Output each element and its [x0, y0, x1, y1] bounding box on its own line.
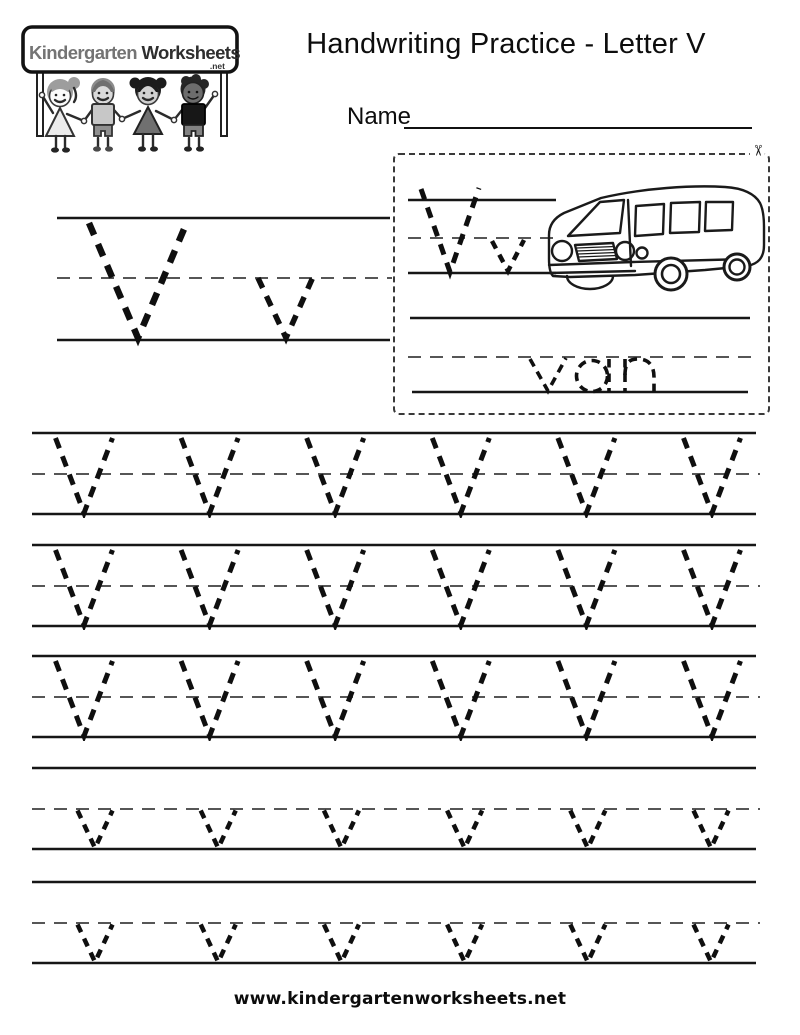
traced-letter-v: [201, 811, 236, 849]
traced-letter-V: [432, 550, 489, 625]
logo-kid-boy-2: [181, 74, 210, 152]
traced-letter-V: [181, 661, 238, 736]
traced-letter-v: [694, 811, 729, 849]
traced-letter-V: [432, 661, 489, 736]
page-title: Handwriting Practice - Letter V: [306, 28, 706, 60]
traced-letter-V: [56, 550, 113, 625]
logo-brand-secondary: Worksheets: [141, 42, 241, 63]
traced-word-van: [530, 358, 654, 392]
hand-on-post: [39, 92, 44, 97]
traced-letter-V: [56, 661, 113, 736]
practice-row-3-uppercase: [32, 651, 768, 741]
traced-letter-v: [570, 811, 605, 849]
hand-on-post: [212, 91, 217, 96]
practice-row-2-uppercase: [32, 540, 768, 630]
cutout-card: [393, 144, 770, 415]
cutout-sample-lines: [408, 188, 561, 273]
traced-letter-V: [684, 438, 741, 513]
traced-letter-V: [181, 438, 238, 513]
practice-row-5-lowercase: [32, 877, 768, 967]
cutout-graphics: [395, 155, 768, 413]
practice-row-4-lowercase: [32, 763, 768, 853]
traced-letter-v: [447, 925, 482, 963]
traced-letter-v: [78, 925, 113, 963]
logo-brand-primary: Kindergarten: [29, 42, 137, 63]
traced-letter-lowercase-v: [492, 240, 524, 271]
traced-letter-V: [307, 438, 364, 513]
traced-letter-V: [684, 550, 741, 625]
name-blank-line: [404, 127, 752, 129]
traced-letter-v: [324, 925, 359, 963]
traced-letter-V: [432, 438, 489, 513]
practice-row-1-uppercase: [32, 428, 768, 518]
held-hands: [171, 117, 176, 122]
traced-letter-V: [558, 550, 615, 625]
traced-letter-v: [694, 925, 729, 963]
van-illustration: [549, 186, 764, 290]
logo-sign: [23, 27, 240, 72]
traced-letter-v: [447, 811, 482, 849]
sample-ruled-lines-left: [40, 205, 392, 347]
traced-letter-V: [558, 438, 615, 513]
logo-kid-girl-1: [46, 77, 80, 153]
name-label: Name: [347, 103, 412, 130]
logo-brand-suffix: .net: [209, 61, 225, 71]
traced-letter-V: [56, 438, 113, 513]
traced-letter-uppercase-V-large: [89, 222, 187, 338]
scissors-icon: ✂: [750, 141, 765, 160]
traced-letter-v: [324, 811, 359, 849]
traced-letter-V: [558, 661, 615, 736]
logo-text: [29, 42, 240, 63]
logo-kid-boy-1: [91, 78, 115, 152]
logo-kids-illustration: [39, 74, 217, 153]
traced-letter-V: [181, 550, 238, 625]
traced-letter-V: [307, 661, 364, 736]
traced-letter-v: [201, 925, 236, 963]
cutout-word-lines: [408, 318, 760, 392]
traced-letter-v: [570, 925, 605, 963]
traced-letter-V: [307, 550, 364, 625]
kindergartenworksheets-logo: [18, 22, 246, 160]
traced-letter-v: [78, 811, 113, 849]
held-hands: [81, 118, 86, 123]
held-hands: [119, 116, 124, 121]
traced-letter-lowercase-v-large: [258, 277, 313, 338]
footer-url: www.kindergartenworksheets.net: [233, 989, 567, 1009]
traced-letter-V: [684, 661, 741, 736]
